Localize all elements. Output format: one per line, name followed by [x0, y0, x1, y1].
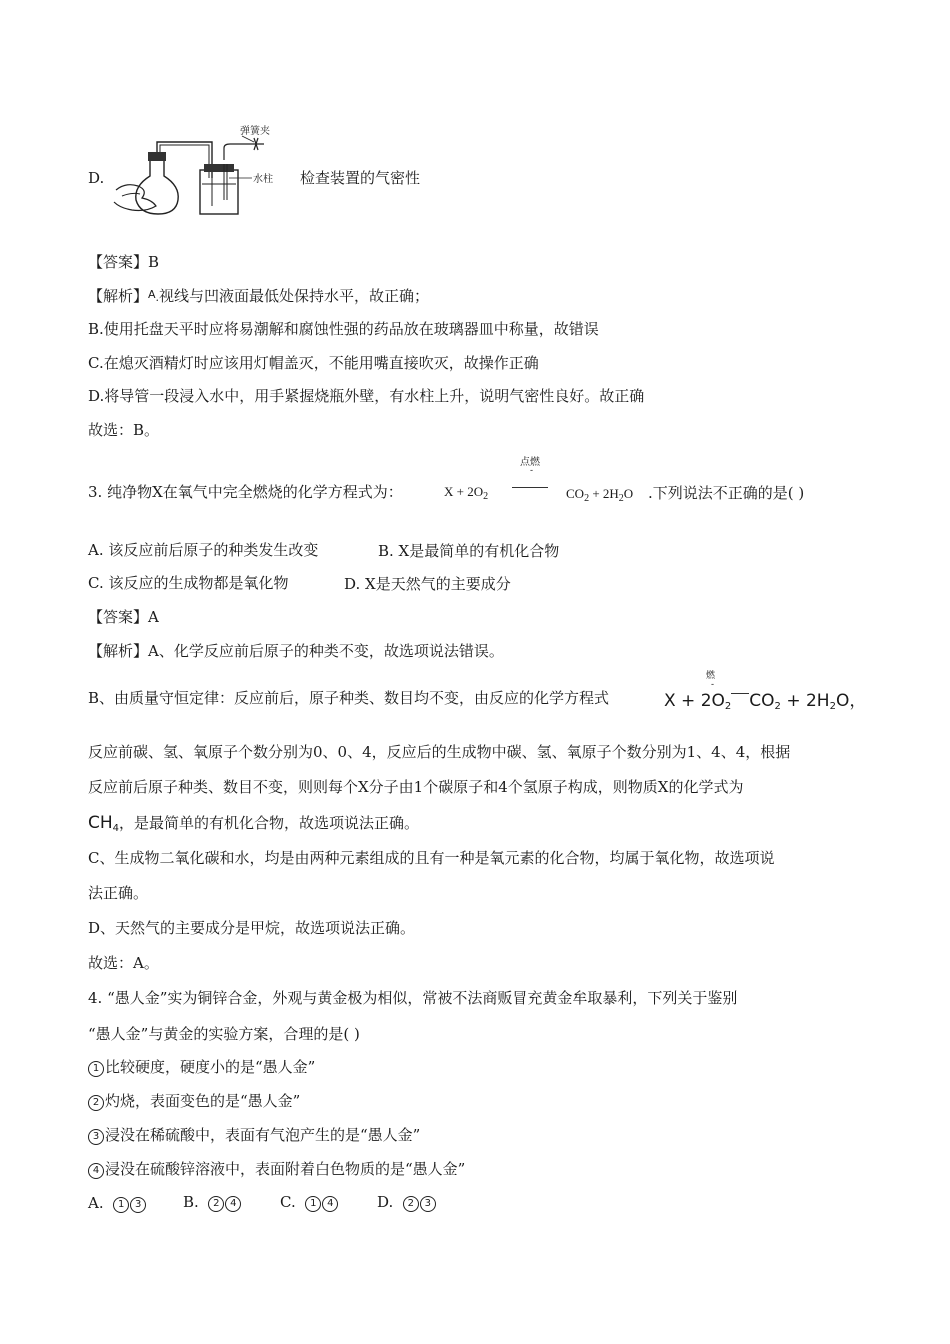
q3-option-d: D. X是天然气的主要成分 — [344, 575, 511, 593]
q2-explain-d: D.将导管一段浸入水中，用手紧握烧瓶外壁，有水柱上升，说明气密性良好。故正确 — [88, 387, 645, 405]
q3-equation-condition: 点燃 — [520, 457, 540, 468]
q4-option-b: B. 2 4 — [183, 1193, 242, 1212]
q3-explain-d: D、天然气的主要成分是甲烷，故选项说法正确。 — [88, 919, 416, 937]
q3-explain-b3: 反应前后原子种类、数目不变，则则每个X分子由1个碳原子和4个氢原子构成，则物质X的化学式为 — [88, 778, 744, 796]
option-d-text: 检查装置的气密性 — [300, 169, 421, 187]
q3-exp-eq-mark: - — [711, 680, 715, 690]
q3-exp-eq-condition: 燃 — [706, 671, 716, 681]
q3-explain-a: 【解析】A、化学反应前后原子的种类不变，故选项说法错误。 — [88, 642, 504, 660]
q4-item-3: 3 浸没在稀硫酸中，表面有气泡产生的是“愚人金” — [88, 1125, 420, 1145]
q3-stem-tail: .下列说法不正确的是( ) — [648, 484, 805, 502]
q4-stem-line1: 4. “愚人金”实为铜锌合金，外观与黄金极为相似，常被不法商贩冒充黄金牟取暴利，下列关于鉴别 — [88, 989, 738, 1007]
q2-explain-c: C.在熄灭酒精灯时应该用灯帽盖灭，不能用嘴直接吹灭，故操作正确 — [88, 354, 539, 372]
q3-answer: 【答案】A — [88, 608, 159, 626]
circled-number: 4 — [88, 1163, 104, 1179]
option-d-label: D. — [88, 169, 105, 187]
q3-condition-mark: - — [530, 466, 534, 476]
q3-explain-c2: 法正确。 — [88, 884, 149, 902]
q3-choose: 故选：A。 — [88, 954, 159, 972]
q3-option-c: C. 该反应的生成物都是氧化物 — [88, 574, 289, 592]
q4-item-1: 1 比较硬度，硬度小的是“愚人金” — [88, 1057, 315, 1077]
q3-option-a: A. 该反应前后原子的种类发生改变 — [88, 541, 319, 559]
q3-explain-b2: 反应前碳、氢、氧原子个数分别为0、0、4，反应后的生成物中碳、氢、氧原子个数分别为1、4、4，根据 — [88, 743, 791, 761]
q3-equation-right: $CO_2 + 2H_2O$ — [566, 486, 634, 504]
circled-number: 1 — [88, 1061, 104, 1077]
q3-stem: 3. 纯净物X在氧气中完全燃烧的化学方程式为： — [88, 483, 403, 501]
clamp-label: 弹簧夹 — [240, 126, 270, 137]
circled-number: 3 — [88, 1129, 104, 1145]
q4-item-4: 4 浸没在硫酸锌溶液中，表面附着白色物质的是“愚人金” — [88, 1159, 465, 1179]
water-column-label: 水柱 — [253, 174, 273, 185]
q3-equation-left: $X + 2O_2$ — [444, 484, 489, 502]
q3-explain-c1: C、生成物二氧化碳和水，均是由两种元素组成的且有一种是氧元素的化合物，均属于氧化物，故选项说 — [88, 849, 775, 867]
q3-explain-b4: $CH_4$，是最简单的有机化合物，故选项说法正确。 — [88, 813, 420, 834]
q2-choose: 故选：B。 — [88, 421, 160, 439]
q4-option-d: D. 2 3 — [377, 1193, 437, 1212]
q4-item-2: 2 灼烧，表面变色的是“愚人金” — [88, 1091, 300, 1111]
q2-explain-a: 【解析】$^A$.视线与凹液面最低处保持水平，故正确； — [88, 287, 430, 305]
q3-reaction-arrow — [512, 487, 548, 488]
airtightness-apparatus-figure — [112, 120, 282, 218]
q3-option-b: B. X是最简单的有机化合物 — [378, 542, 560, 560]
q3-explain-b1: B、由质量守恒定律：反应前后，原子种类、数目均不变，由反应的化学方程式 — [88, 689, 610, 707]
q3-exp-equation: $X + 2O_2$ $CO_2 + 2H_2O$， — [664, 691, 867, 712]
q2-explain-b: B.使用托盘天平时应将易潮解和腐蚀性强的药品放在玻璃器皿中称量，故错误 — [88, 320, 599, 338]
q2-answer: 【答案】B — [88, 253, 160, 271]
q4-option-c: C. 1 4 — [280, 1193, 339, 1212]
q4-stem-line2: “愚人金”与黄金的实验方案，合理的是( ) — [88, 1025, 360, 1043]
circled-number: 2 — [88, 1095, 104, 1111]
q4-option-a: A. 1 3 — [88, 1193, 147, 1213]
